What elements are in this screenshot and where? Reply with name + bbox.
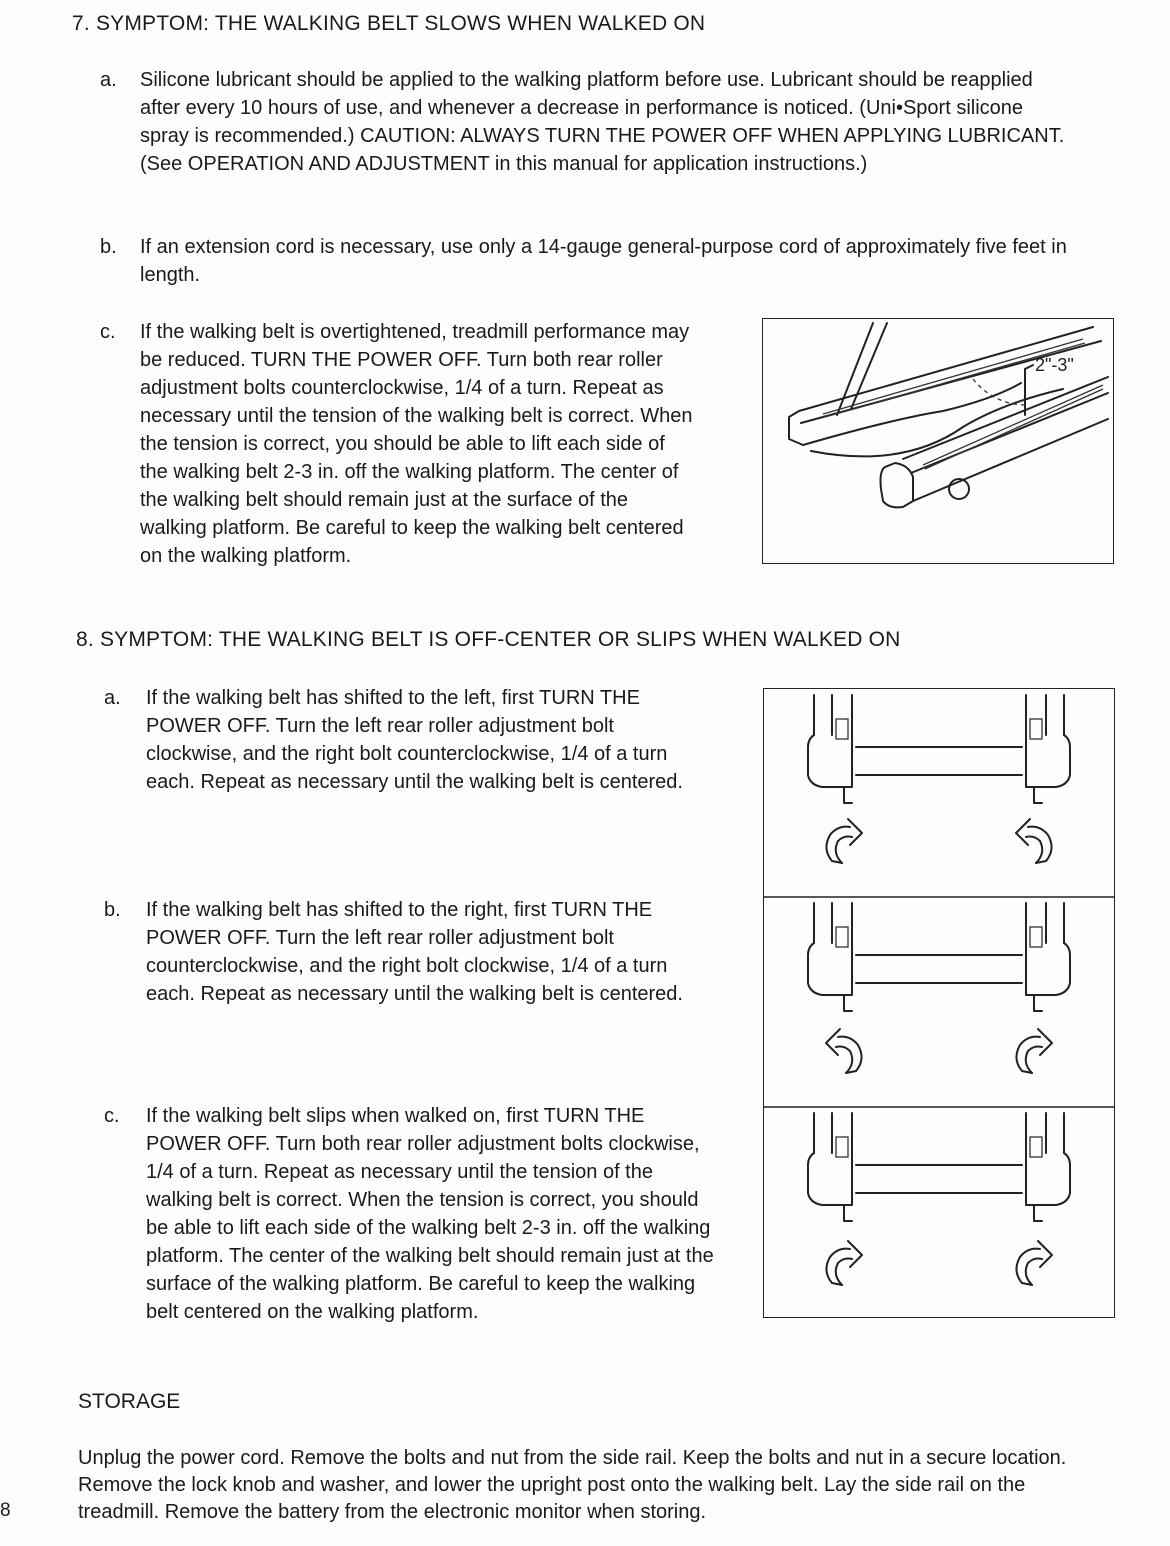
- item-label: a.: [104, 687, 121, 709]
- storage-heading: STORAGE: [78, 1390, 181, 1413]
- item-text: If the walking belt has shifted to the right, first TURN THE POWER OFF. Turn the left rear roller adjustment bolt counterclockwise, and the right bolt clockwise, 1/4 of a turn each. Repeat as necessary until the walking belt is centered.: [146, 899, 683, 1005]
- item-label: a.: [100, 69, 117, 91]
- panel-shift-right: [808, 903, 1070, 1073]
- item-text: Silicone lubricant should be applied to the walking platform before use. Lubricant should be reapplied after every 10 hours of use, and whenever a decrease in performance is noticed. (Uni•Sport silicone spray is recommended.) CAUTION: ALWAYS TURN THE POWER OFF WHEN APPLYING LUBRICANT. (See OPERATION AND ADJUSTMENT in this manual for application instructions.): [140, 69, 1065, 175]
- storage-text: Unplug the power cord. Remove the bolts and nut from the side rail. Keep the bolts and nut in a secure location. Remove the lock knob and washer, and lower the upright post onto the walking belt. Lay the side rail on the treadmill. Remove the battery from the electronic monitor when storing.: [78, 1447, 1067, 1523]
- section-8-heading: 8. SYMPTOM: THE WALKING BELT IS OFF-CENTER OR SLIPS WHEN WALKED ON: [76, 628, 901, 651]
- roller-adjustment-figure: [763, 688, 1115, 1318]
- page-number: 8: [0, 1500, 11, 1521]
- item-label: b.: [100, 236, 117, 258]
- item-label: b.: [104, 899, 121, 921]
- panel-shift-left: [808, 695, 1070, 863]
- item-label: c.: [104, 1105, 120, 1127]
- belt-tension-figure: [762, 318, 1114, 564]
- item-text: If the walking belt has shifted to the left, first TURN THE POWER OFF. Turn the left rear roller adjustment bolt clockwise, and the right bolt counterclockwise, 1/4 of a turn each. Repeat as necessary until the walking belt is centered.: [146, 687, 683, 793]
- lift-measurement-label: 2"-3": [1035, 355, 1074, 375]
- item-label: c.: [100, 321, 116, 343]
- section-7-heading: 7. SYMPTOM: THE WALKING BELT SLOWS WHEN WALKED ON: [72, 12, 706, 35]
- item-text: If an extension cord is necessary, use only a 14-gauge general-purpose cord of approximately five feet in length.: [140, 236, 1067, 286]
- panel-belt-slips: [808, 1113, 1070, 1285]
- item-text: If the walking belt is overtightened, treadmill performance may be reduced. TURN THE POWER OFF. Turn both rear roller adjustment bolts counterclockwise, 1/4 of a turn. Repeat as necessary until the tension of the walking belt is correct. When the tension is correct, you should be able to lift each side of the walking belt 2-3 in. off the walking platform. The center of the walking belt should remain just at the surface of the walking platform. Be careful to keep the walking belt centered on the walking platform.: [140, 321, 693, 567]
- item-text: If the walking belt slips when walked on, first TURN THE POWER OFF. Turn both rear roller adjustment bolts clockwise, 1/4 of a turn. Repeat as necessary until the tension of the walking belt is correct. When the tension is correct, you should be able to lift each side of the walking belt 2-3 in. off the walking platform. The center of the walking belt should remain just at the surface of the walking platform. Be careful to keep the walking belt centered on the walking platform.: [146, 1105, 714, 1323]
